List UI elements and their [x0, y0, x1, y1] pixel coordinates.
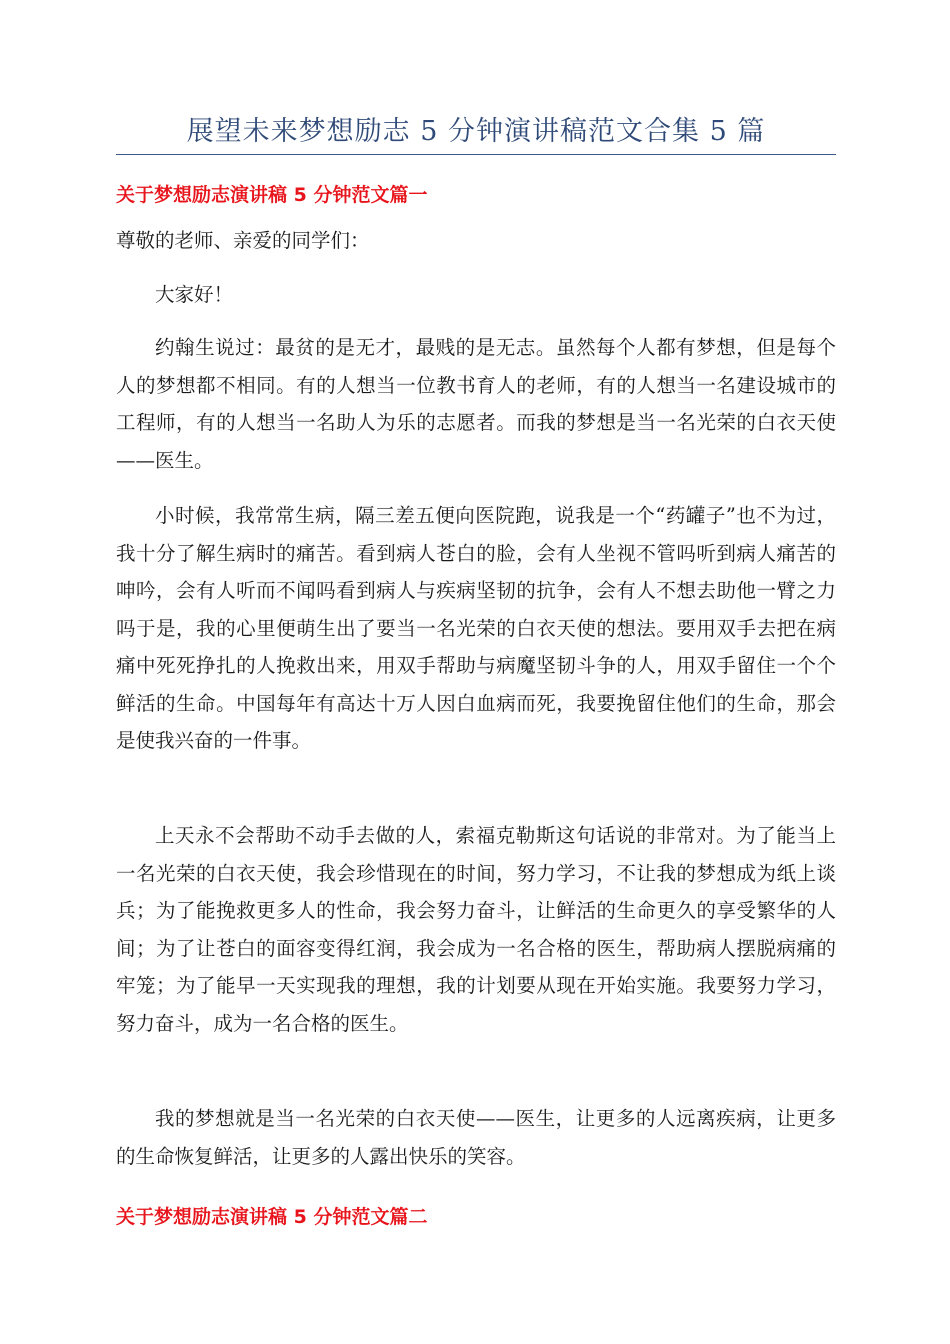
- section-heading-1: 关于梦想励志演讲稿 5 分钟范文篇一: [116, 184, 428, 206]
- title-underline: [116, 154, 836, 155]
- body-paragraph: 我的梦想就是当一名光荣的白衣天使——医生，让更多的人远离疾病，让更多的生命恢复鲜活，让更多的人露出快乐的笑容。: [116, 1107, 836, 1168]
- body-paragraph: 约翰生说过：最贫的是无才，最贱的是无志。虽然每个人都有梦想，但是每个人的梦想都不相同。有的人想当一位教书育人的老师，有的人想当一名建设城市的工程师，有的人想当一名助人为乐的志愿者。而我的梦想是当一名光荣的白衣天使——医生。: [116, 336, 836, 472]
- greeting-paragraph: 大家好！: [155, 283, 234, 306]
- body-paragraph: 上天永不会帮助不动手去做的人，索福克勒斯这句话说的非常对。为了能当上一名光荣的白衣天使，我会珍惜现在的时间，努力学习，不让我的梦想成为纸上谈兵；为了能挽救更多人的性命，我会努力奋斗，让鲜活的生命更久的享受繁华的人间；为了让苍白的面容变得红润，我会成为一名合格的医生，帮助病人摆脱病痛的牢笼；为了能早一天实现我的理想，我的计划要从现在开始实施。我要努力学习，努力奋斗，成为一名合格的医生。: [116, 824, 836, 1035]
- body-paragraph: 小时候，我常常生病，隔三差五便向医院跑，说我是一个“药罐子”也不为过，我十分了解生病时的痛苦。看到病人苍白的脸，会有人坐视不管吗听到病人痛苦的呻吟，会有人听而不闻吗看到病人与疾病坚韧的抗争，会有人不想去助他一臂之力吗于是，我的心里便萌生出了要当一名光荣的白衣天使的想法。要用双手去把在病痛中死死挣扎的人挽救出来，用双手帮助与病魔坚韧斗争的人，用双手留住一个个鲜活的生命。中国每年有高达十万人因白血病而死，我要挽留住他们的生命，那会是使我兴奋的一件事。: [116, 504, 836, 752]
- section-heading-2: 关于梦想励志演讲稿 5 分钟范文篇二: [116, 1206, 428, 1228]
- document-title: 展望未来梦想励志 5 分钟演讲稿范文合集 5 篇: [186, 116, 766, 147]
- salutation-paragraph: 尊敬的老师、亲爱的同学们：: [116, 229, 370, 252]
